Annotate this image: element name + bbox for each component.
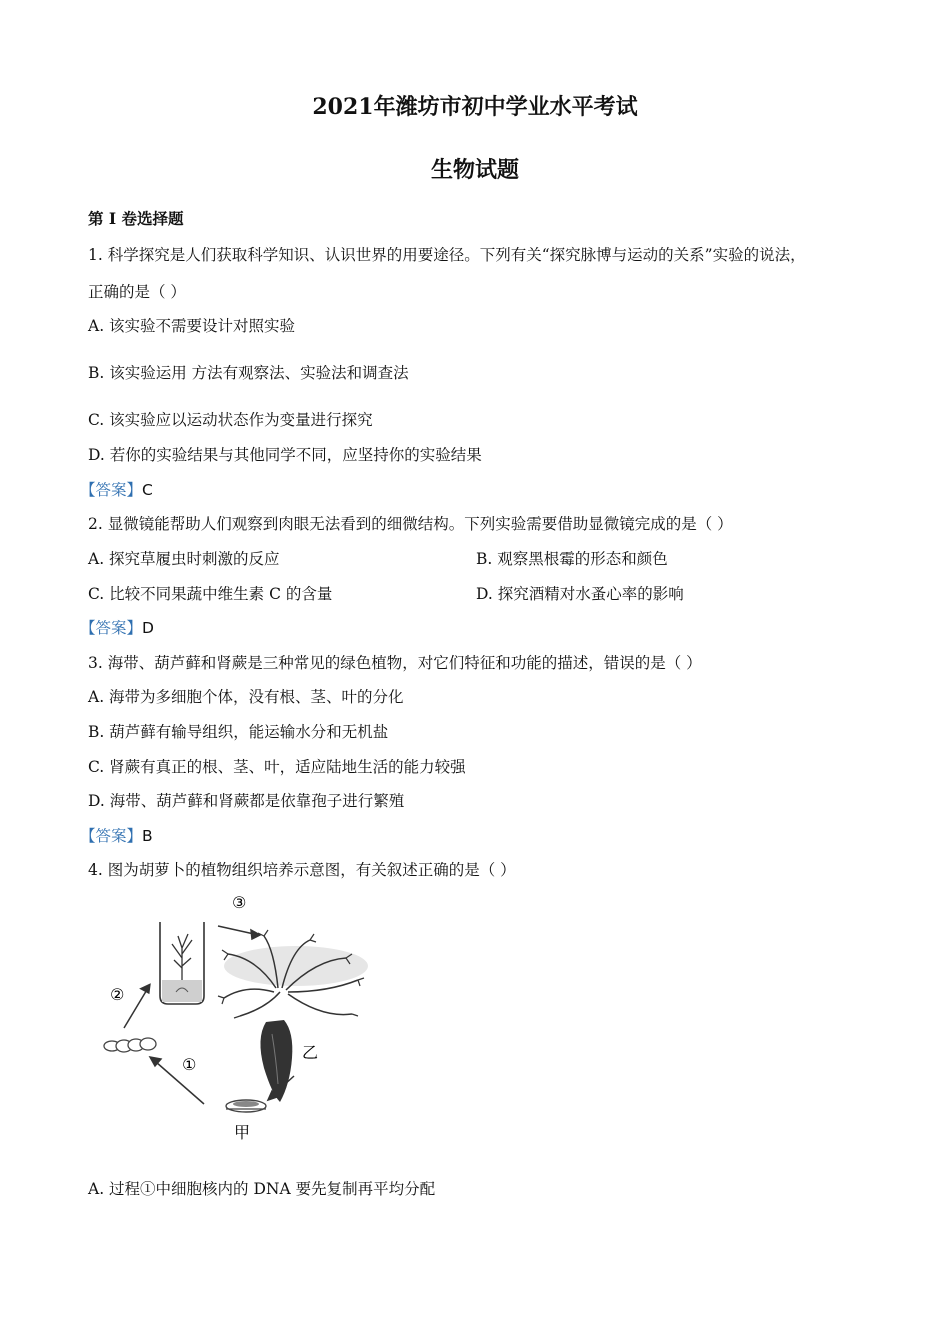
answer-label: 【答案】	[80, 619, 143, 637]
q3-stem: 3. 海带、葫芦藓和肾蕨是三种常见的绿色植物，对它们特征和功能的描述，错误的是（ ）	[88, 654, 702, 672]
q3-answer	[80, 824, 153, 846]
q3-option-b: B. 葫芦藓有输导组织，能运输水分和无机盐	[88, 723, 389, 741]
page-title: 2021年潍坊市初中学业水平考试	[312, 94, 638, 120]
q2-option-a: A. 探究草履虫时刺激的反应	[88, 550, 280, 568]
q3-option-c: C. 肾蕨有真正的根、茎、叶，适应陆地生活的能力较强	[88, 758, 466, 776]
tissue-culture-diagram	[96, 888, 386, 1148]
q1-answer	[80, 478, 153, 500]
label-2: ②	[110, 985, 125, 1004]
petri-dish	[226, 1100, 266, 1112]
test-tube	[160, 922, 204, 1004]
callus-cells	[104, 1038, 156, 1052]
carrot-tissue-culture-figure	[96, 888, 386, 1148]
page-subtitle: 生物试题	[430, 157, 519, 183]
label-yi: 乙	[302, 1043, 319, 1062]
q2-option-b: B. 观察黑根霉的形态和颜色	[476, 550, 668, 568]
q3-option-d: D. 海带、葫芦藓和肾蕨都是依靠孢子进行繁殖	[88, 792, 405, 810]
label-1: ①	[182, 1055, 197, 1074]
q1-option-b: B. 该实验运用 方法有观察法、实验法和调查法	[88, 364, 409, 382]
q2-option-d: D. 探究酒精对水蚤心率的影响	[476, 585, 684, 603]
q2-option-c: C. 比较不同果蔬中维生素 C 的含量	[88, 585, 333, 603]
answer-value: B	[142, 827, 153, 845]
label-jia: 甲	[234, 1123, 251, 1142]
q2-stem: 2. 显微镜能帮助人们观察到肉眼无法看到的细微结构。下列实验需要借助显微镜完成的是（ ）	[88, 515, 733, 533]
q4-option-a: A. 过程①中细胞核内的 DNA 要先复制再平均分配	[88, 1180, 436, 1198]
q1-option-a: A. 该实验不需要设计对照实验	[88, 317, 296, 335]
q1-option-d: D. 若你的实验结果与其他同学不同，应坚持你的实验结果	[88, 446, 482, 464]
q4-stem: 4. 图为胡萝卜的植物组织培养示意图，有关叙述正确的是（ ）	[88, 861, 516, 879]
answer-value: C	[142, 481, 153, 499]
q1-stem-line2: 正确的是（ ）	[88, 283, 186, 301]
q3-option-a: A. 海带为多细胞个体，没有根、茎、叶的分化	[88, 688, 404, 706]
answer-label: 【答案】	[80, 827, 143, 845]
q1-stem-line1: 1. 科学探究是人们获取科学知识、认识世界的用要途径。下列有关“探究脉博与运动的关系”实验的说法，	[88, 246, 806, 264]
answer-label: 【答案】	[80, 481, 143, 499]
label-3: ③	[232, 893, 247, 912]
section-heading: 第 I 卷选择题	[88, 209, 184, 228]
q1-option-c: C. 该实验应以运动状态作为变量进行探究	[88, 411, 373, 429]
q2-answer	[80, 616, 154, 638]
answer-value: D	[142, 619, 154, 637]
